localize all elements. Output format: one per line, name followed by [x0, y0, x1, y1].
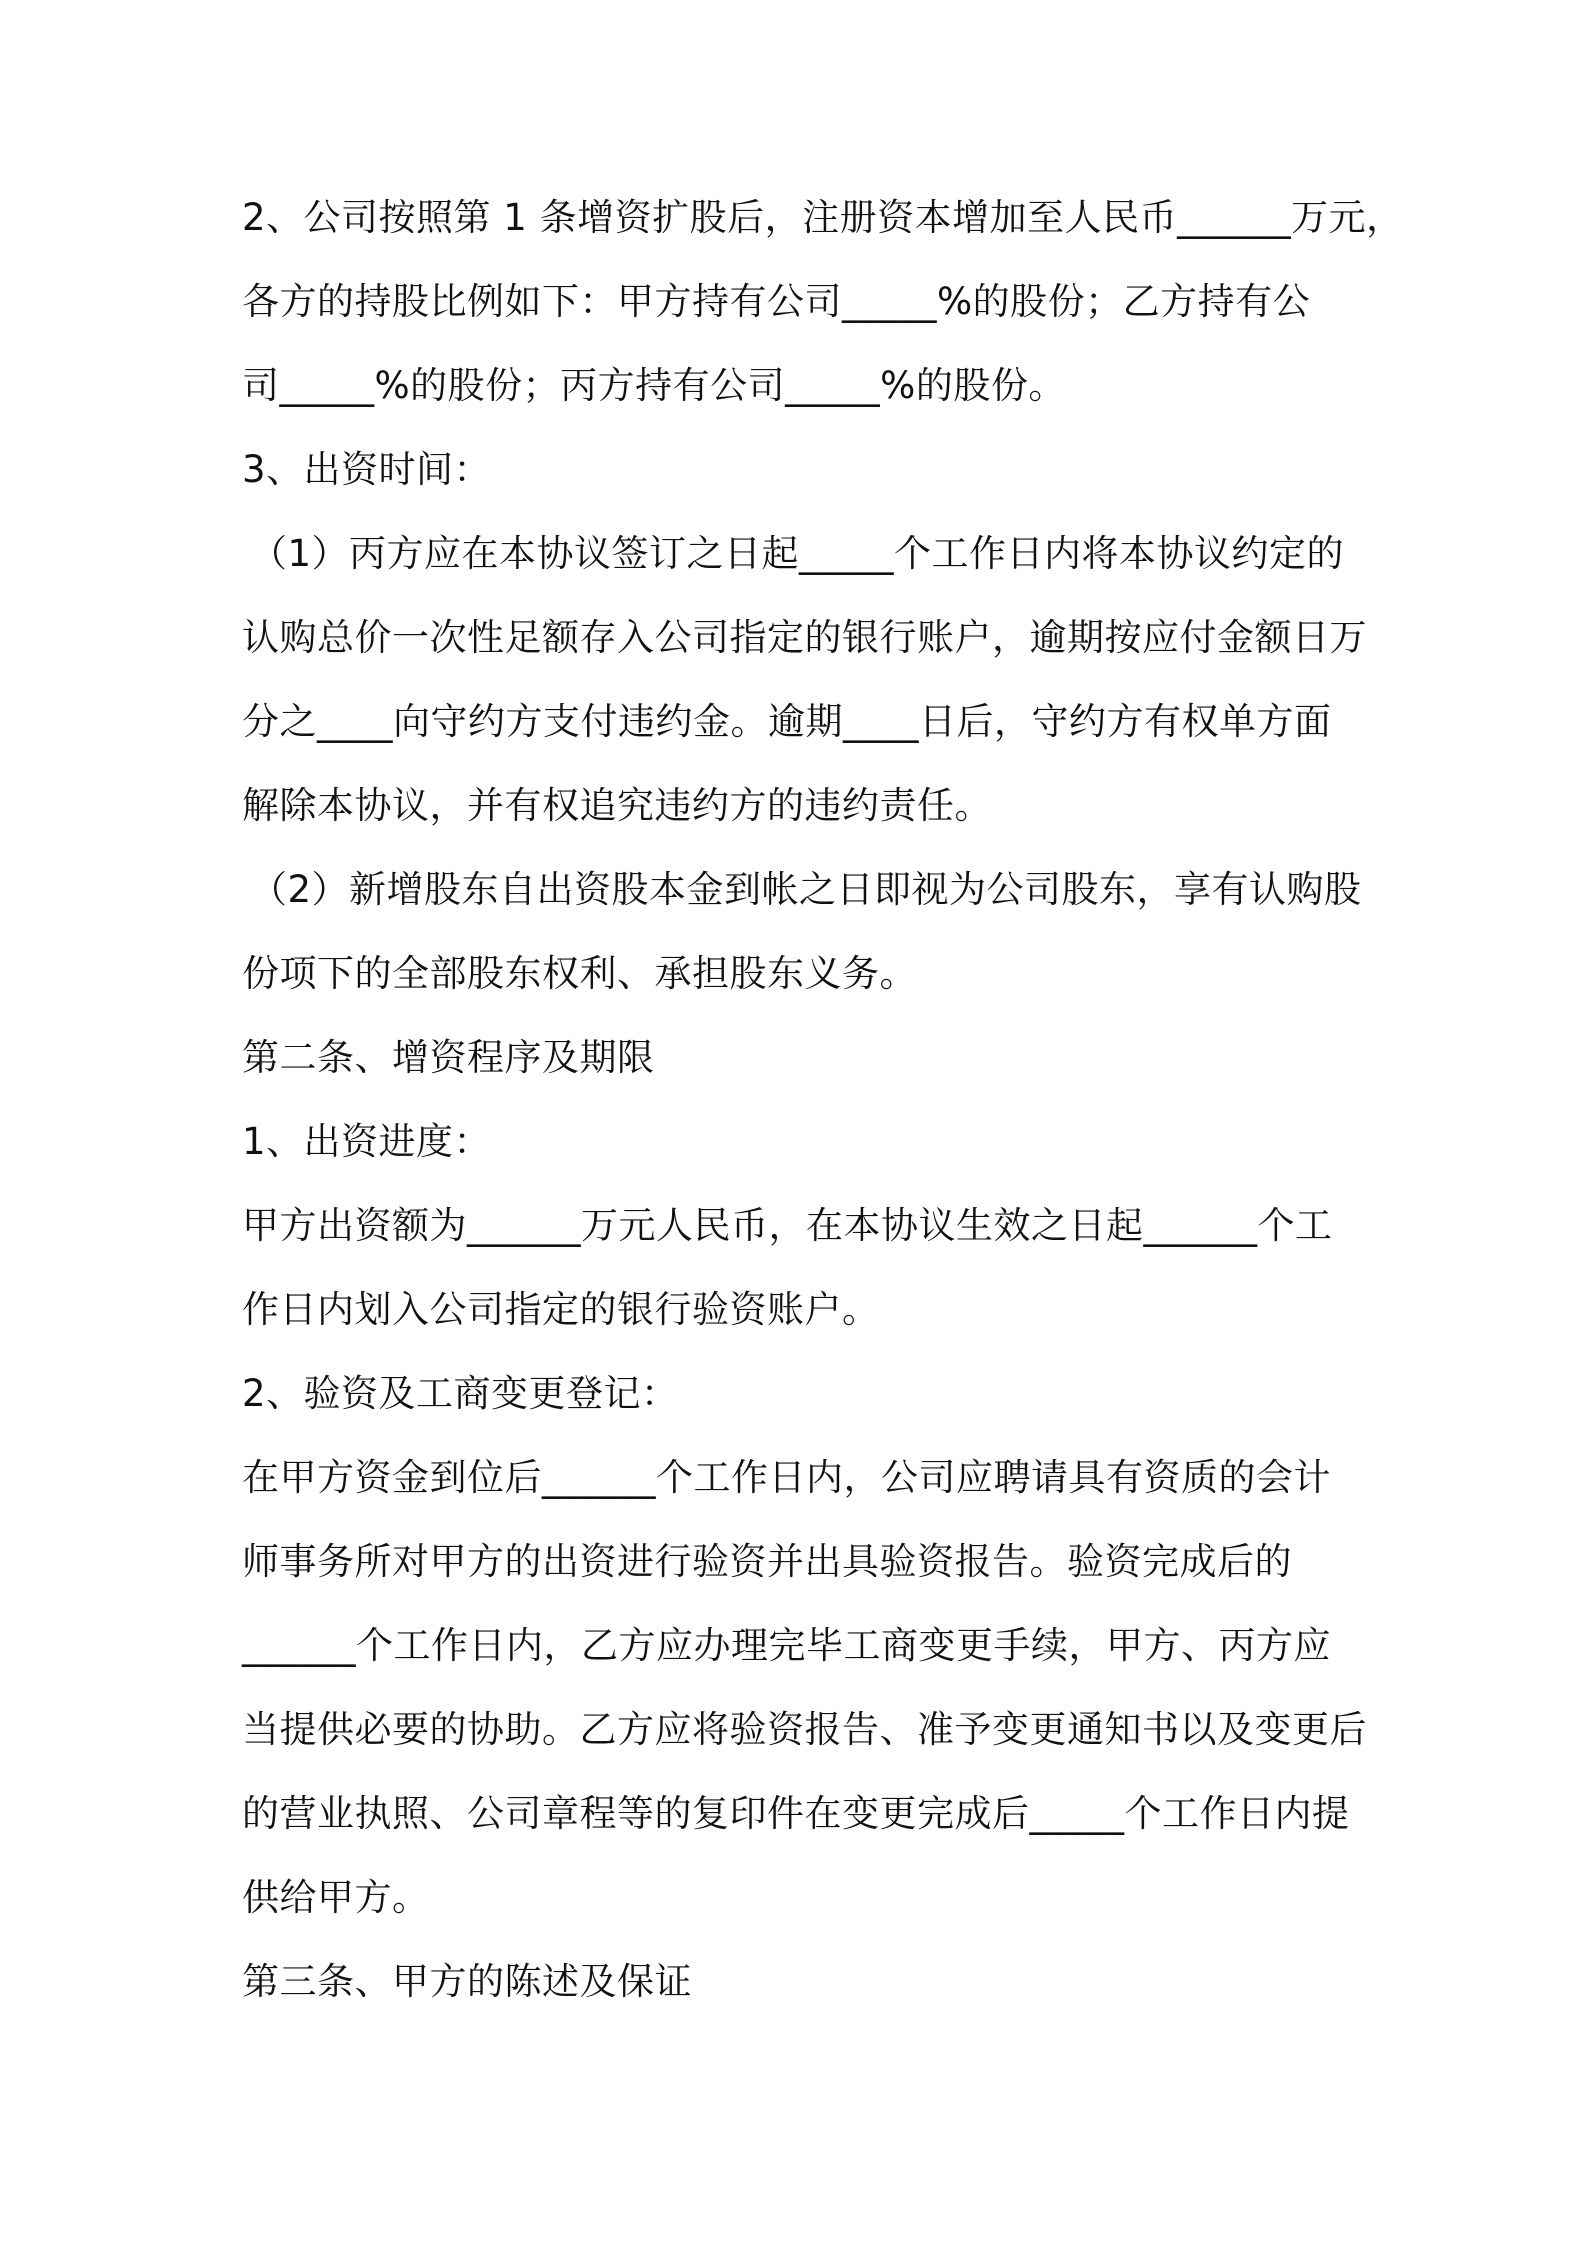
section-2-line-3: ______个工作日内，乙方应办理完毕工商变更手续，甲方、丙方应 — [242, 1624, 1331, 1667]
section-1-line-1: 甲方出资额为______万元人民币，在本协议生效之日起______个工 — [242, 1204, 1333, 1247]
clause-2-line-3: 司_____%的股份；丙方持有公司_____%的股份。 — [242, 364, 1066, 407]
section-1-heading: 1、出资进度： — [242, 1120, 492, 1163]
section-2-line-6: 供给甲方。 — [242, 1876, 430, 1919]
section-2-line-2: 师事务所对甲方的出资进行验资并出具验资报告。验资完成后的 — [242, 1540, 1292, 1583]
section-2-line-1: 在甲方资金到位后______个工作日内，公司应聘请具有资质的会计 — [242, 1456, 1331, 1499]
section-2-heading: 2、验资及工商变更登记： — [242, 1372, 679, 1415]
section-2-line-5: 的营业执照、公司章程等的复印件在变更完成后_____个工作日内提 — [242, 1792, 1350, 1835]
section-2-line-4: 当提供必要的协助。乙方应将验资报告、准予变更通知书以及变更后 — [242, 1708, 1367, 1751]
clause-2-line-2: 各方的持股比例如下：甲方持有公司_____%的股份；乙方持有公 — [242, 280, 1311, 323]
item-2-line-2: 份项下的全部股东权利、承担股东义务。 — [242, 952, 917, 995]
item-1-line-3: 分之____向守约方支付违约金。逾期____日后，守约方有权单方面 — [242, 700, 1332, 743]
clause-3-heading: 3、出资时间： — [242, 448, 492, 491]
clause-2-line-1: 2、公司按照第 1 条增资扩股后，注册资本增加至人民币______万元， — [242, 196, 1404, 239]
item-1-line-4: 解除本协议，并有权追究违约方的违约责任。 — [242, 784, 992, 827]
article-3-heading: 第三条、甲方的陈述及保证 — [242, 1960, 692, 2003]
item-1-line-1: （1）丙方应在本协议签订之日起_____个工作日内将本协议约定的 — [250, 532, 1345, 575]
item-2-line-1: （2）新增股东自出资股本金到帐之日即视为公司股东，享有认购股 — [250, 868, 1362, 911]
item-1-line-2: 认购总价一次性足额存入公司指定的银行账户，逾期按应付金额日万 — [242, 616, 1367, 659]
section-1-line-2: 作日内划入公司指定的银行验资账户。 — [242, 1288, 880, 1331]
article-2-heading: 第二条、增资程序及期限 — [242, 1036, 655, 1079]
